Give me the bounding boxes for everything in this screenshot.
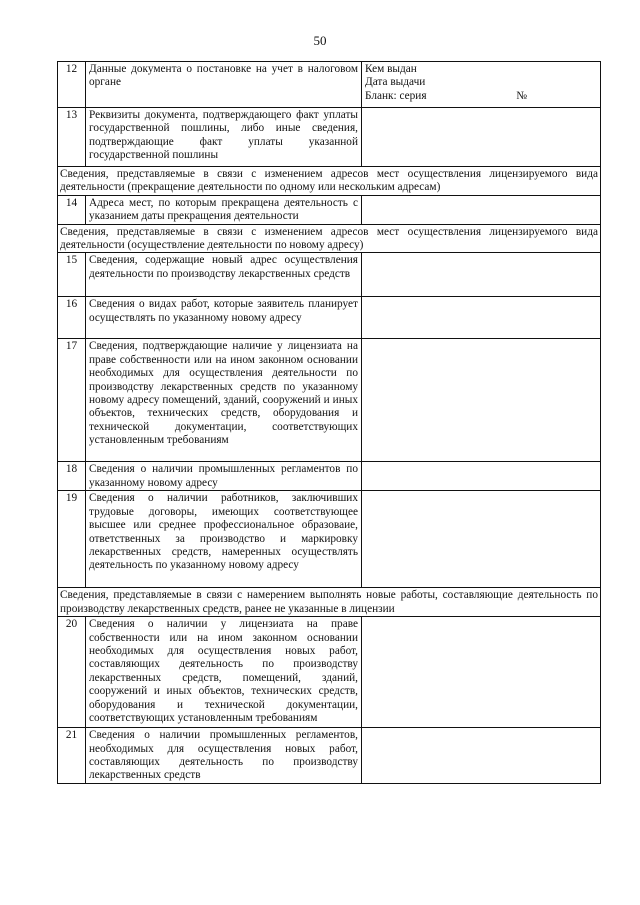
blank-series-label: Бланк: серия <box>365 89 427 102</box>
section-heading: Сведения, представляемые в связи с изменением адресов мест осуществления лицензируемого вида деятельности (осуществление деятельности по новому адресу) <box>58 224 601 253</box>
row-value-cell[interactable] <box>362 62 601 108</box>
table-row <box>58 253 601 297</box>
row-description: Сведения, подтверждающие наличие у лицензиата на праве собственности или на ином законном основании необходимых для осуществления деятельности по производству лекарственных средств по указанному новому адресу помещений, зданий, сооружений и иных объектов, технических средств, оборудования и технической документации, соответствующих установленным требованиям <box>86 339 362 462</box>
section-row <box>58 224 601 253</box>
row-description: Данные документа о постановке на учет в налоговом органе <box>86 62 362 108</box>
row-value-cell[interactable] <box>362 462 601 491</box>
row-description: Сведения, содержащие новый адрес осуществления деятельности по производству лекарственных средств <box>86 253 362 297</box>
row-number: 19 <box>58 491 86 588</box>
row-description: Сведения о наличии промышленных регламентов, необходимых для осуществления новых работ, составляющих деятельность по производству лекарственных средств <box>86 728 362 784</box>
row-value-cell[interactable] <box>362 617 601 728</box>
row-number: 20 <box>58 617 86 728</box>
section-row <box>58 167 601 196</box>
blank-number-label: № <box>516 89 527 102</box>
row-number: 16 <box>58 297 86 339</box>
row-value-cell[interactable] <box>362 108 601 167</box>
row-description: Сведения о наличии у лицензиата на праве собственности или на ином законном основании необходимых для осуществления новых работ, составляющих деятельность по производству лекарственных средств, помещений, зданий, сооружений и иных объектов, технических средств, оборудования и технической документации, соответствующих установленным требованиям <box>86 617 362 728</box>
row-number: 14 <box>58 195 86 224</box>
issue-date-label: Дата выдачи <box>365 76 426 89</box>
row-number: 21 <box>58 728 86 784</box>
form-table <box>57 61 601 784</box>
row-value-cell[interactable] <box>362 491 601 588</box>
row-number: 13 <box>58 108 86 167</box>
table-row <box>58 62 601 108</box>
row-number: 18 <box>58 462 86 491</box>
table-row <box>58 339 601 462</box>
row-value-cell[interactable] <box>362 339 601 462</box>
table-row <box>58 195 601 224</box>
row-number: 12 <box>58 62 86 108</box>
table-row <box>58 108 601 167</box>
page-number: 50 <box>313 33 327 48</box>
table-row <box>58 297 601 339</box>
row-value-cell[interactable] <box>362 297 601 339</box>
table-row <box>58 728 601 784</box>
section-heading: Сведения, представляемые в связи с изменением адресов мест осуществления лицензируемого вида деятельности (прекращение деятельности по одному или нескольким адресам) <box>58 167 601 196</box>
row-description: Сведения о наличии промышленных регламентов по указанному новому адресу <box>86 462 362 491</box>
row-value-cell[interactable] <box>362 728 601 784</box>
issued-by-label: Кем выдан <box>365 63 417 75</box>
table-row <box>58 617 601 728</box>
row-number: 15 <box>58 253 86 297</box>
row-description: Сведения о наличии работников, заключивших трудовые договоры, имеющих соответствующее высшее или среднее профессиональное образоваие, ответственных за производство и маркировку лекарственных средств, намеренных осуществлять деятельность по указанному новому адресу <box>86 491 362 588</box>
table-row <box>58 491 601 588</box>
blank-series-line <box>365 90 597 103</box>
row-value-cell[interactable] <box>362 195 601 224</box>
row-value-cell[interactable] <box>362 253 601 297</box>
table-row <box>58 462 601 491</box>
section-row <box>58 588 601 617</box>
row-number: 17 <box>58 339 86 462</box>
section-heading: Сведения, представляемые в связи с намерением выполнять новые работы, составляющие деятельность по производству лекарственных средств, ранее не указанные в лицензии <box>58 588 601 617</box>
row-description: Сведения о видах работ, которые заявитель планирует осуществлять по указанному новому адресу <box>86 297 362 339</box>
row-description: Адреса мест, по которым прекращена деятельность с указанием даты прекращения деятельности <box>86 195 362 224</box>
row-description: Реквизиты документа, подтверждающего факт уплаты государственной пошлины, либо иные сведения, подтверждающие факт уплаты указанной государственной пошлины <box>86 108 362 167</box>
